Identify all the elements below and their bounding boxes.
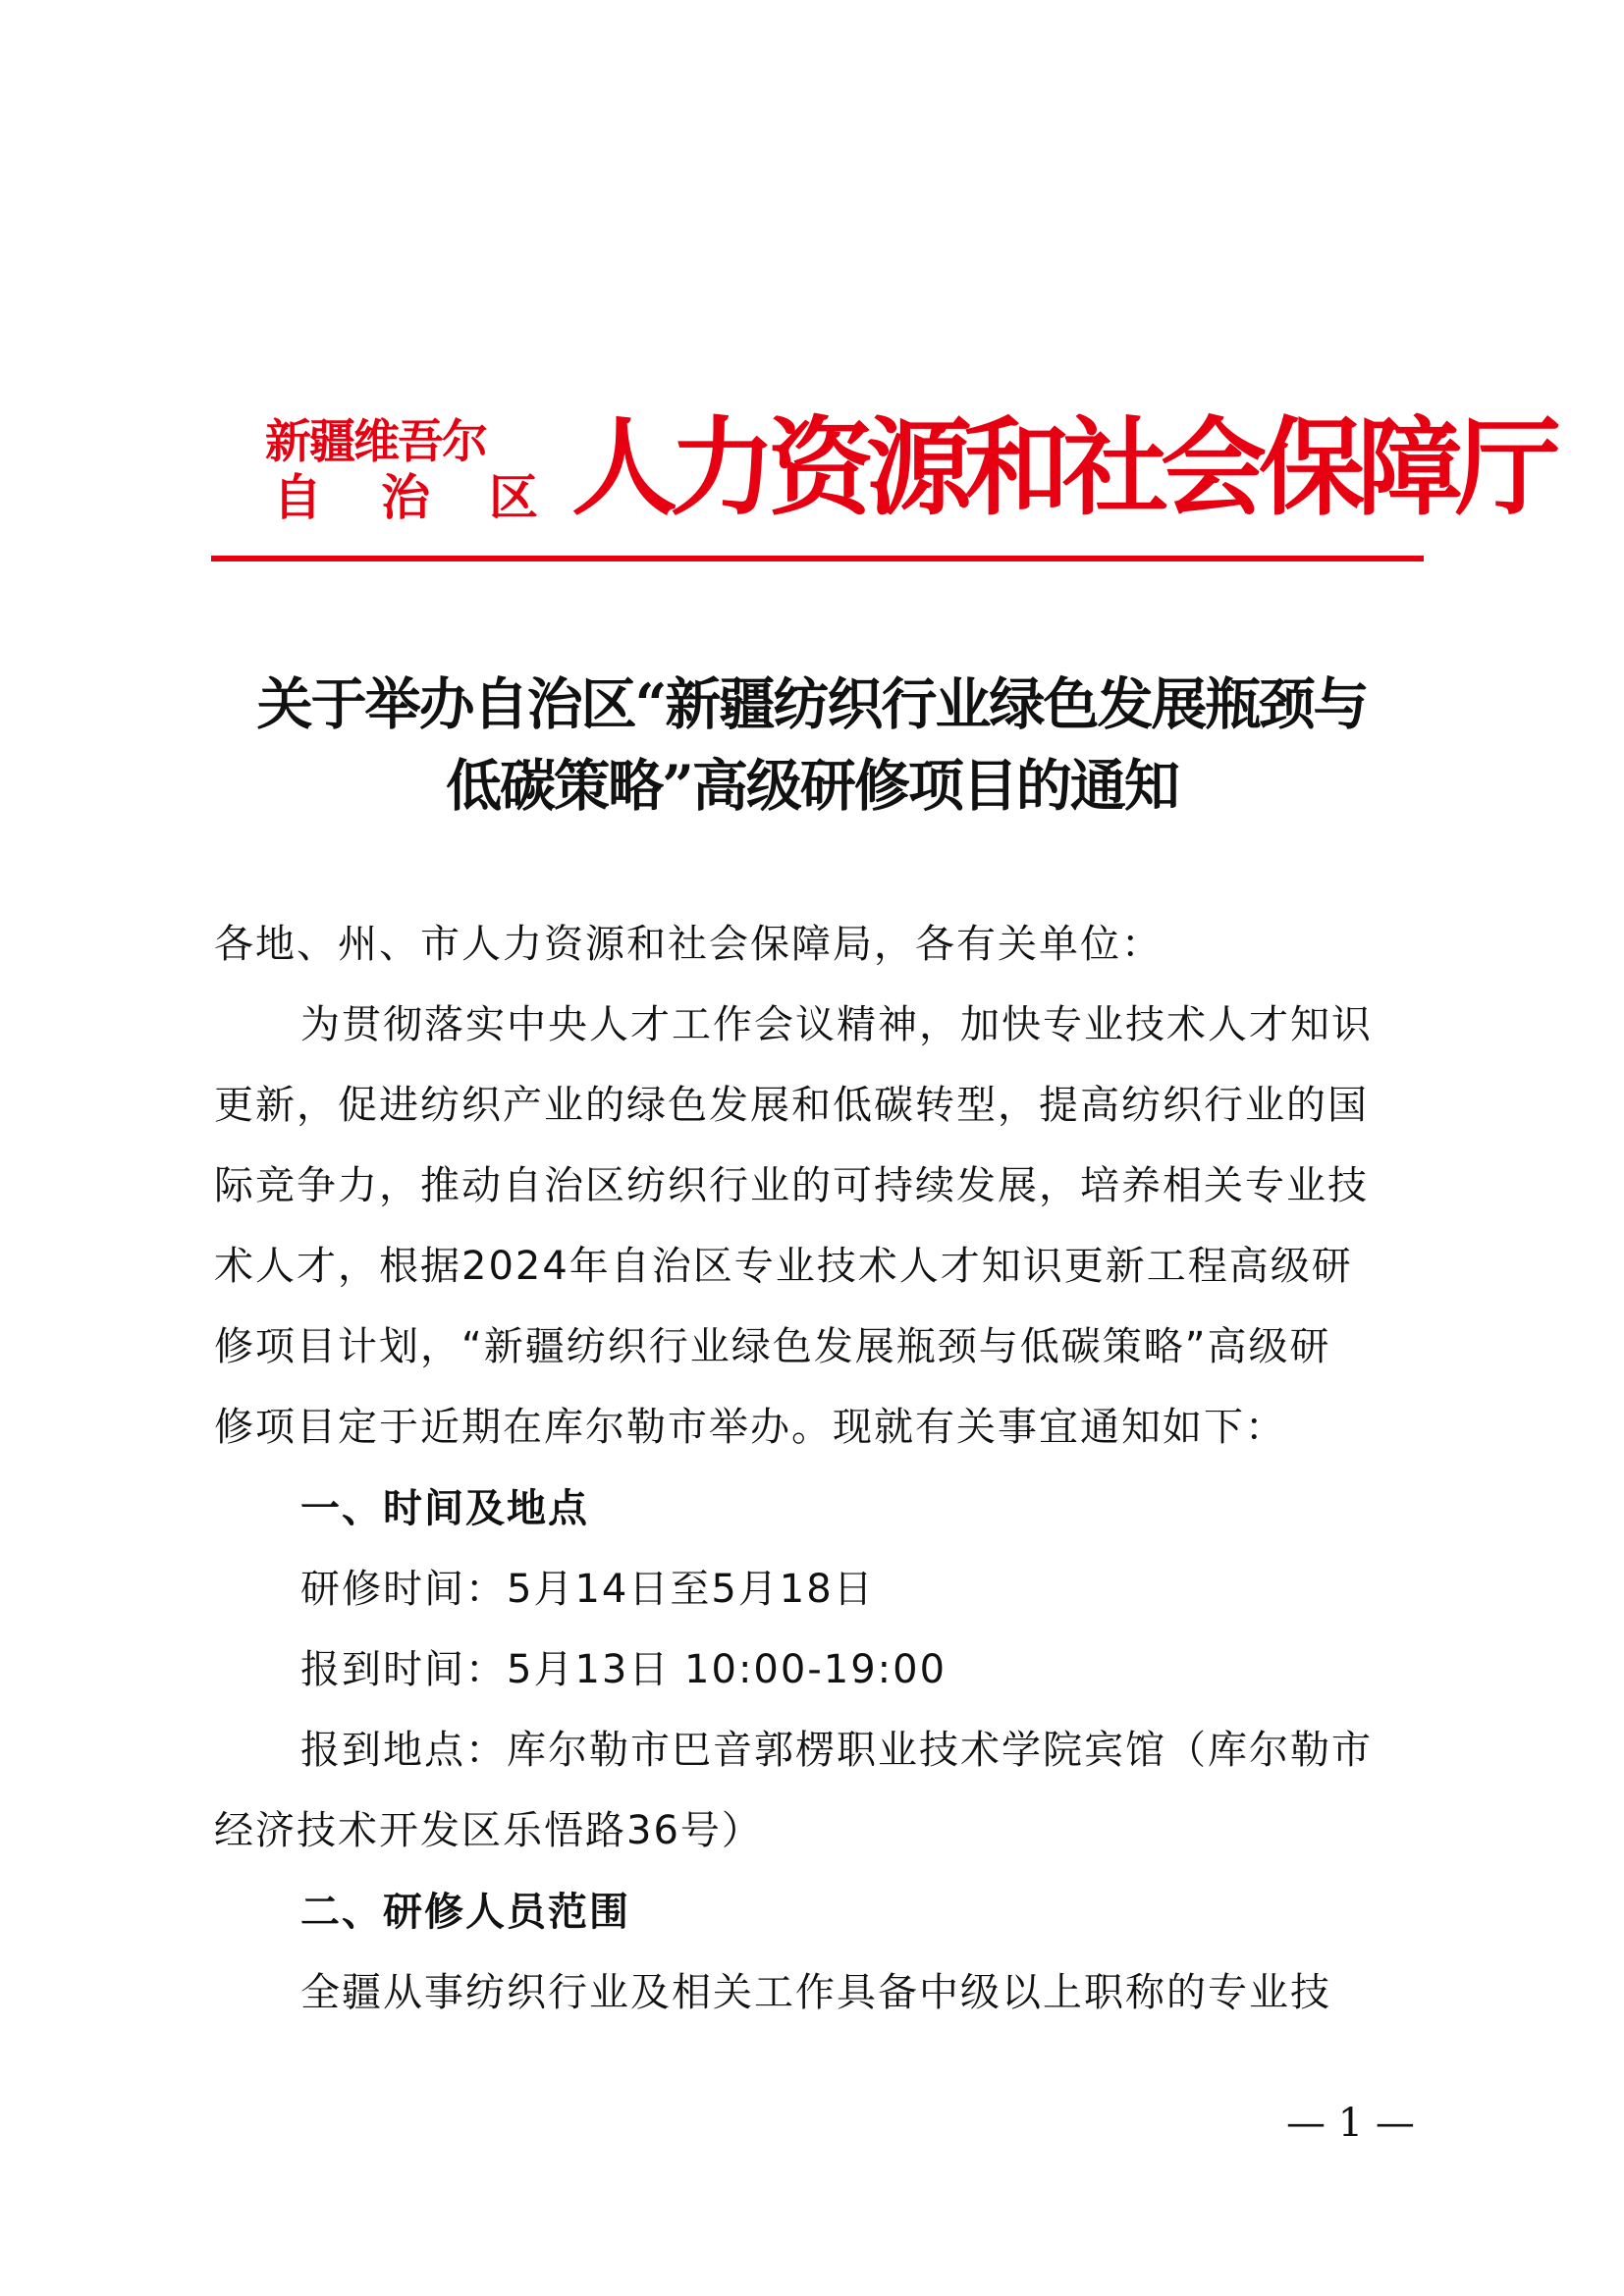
letterhead-region-name [265, 415, 545, 525]
report-place: 报到地点：库尔勒市巴音郭楞职业技术学院宾馆（库尔勒市 [300, 1728, 1373, 1773]
document-title [196, 664, 1428, 827]
intro-line: 修项目定于近期在库尔勒市举办。现就有关事宜通知如下： [214, 1405, 1286, 1450]
page-number: — 1 — [1286, 2101, 1415, 2146]
letterhead-region-char: 治 [381, 468, 430, 526]
letterhead [265, 406, 1554, 535]
section-heading-time-place: 一、时间及地点 [300, 1486, 589, 1531]
intro-line: 术人才，根据2024年自治区专业技术人才知识更新工程高级研 [214, 1244, 1353, 1289]
document-title-line1: 关于举办自治区“新疆纺织行业绿色发展瓶颈与 [256, 671, 1368, 737]
report-time: 报到时间：5月13日 10:00-19:00 [300, 1647, 947, 1692]
intro-line: 际竞争力，推动自治区纺织行业的可持续发展，培养相关专业技 [214, 1163, 1369, 1208]
letterhead-department-name: 人力资源和社会保障厅 [571, 406, 1554, 530]
report-place-continued: 经济技术开发区乐悟路36号） [214, 1808, 763, 1853]
letterhead-region-char: 自 [273, 468, 322, 526]
intro-line: 修项目计划，“新疆纺织行业绿色发展瓶颈与低碳策略”高级研 [214, 1324, 1331, 1369]
intro-line: 为贯彻落实中央人才工作会议精神，加快专业技术人才知识 [300, 1002, 1373, 1047]
letterhead-region-line1: 新疆维吾尔 [265, 415, 486, 469]
letterhead-region-line2 [265, 470, 538, 525]
section-heading-participants: 二、研修人员范围 [300, 1890, 630, 1935]
document-title-line2: 低碳策略”高级研修项目的通知 [446, 753, 1178, 819]
salutation: 各地、州、市人力资源和社会保障局，各有关单位： [214, 922, 1163, 967]
letterhead-region-char: 区 [489, 468, 538, 526]
study-time: 研修时间：5月14日至5月18日 [300, 1567, 875, 1612]
intro-line: 更新，促进纺织产业的绿色发展和低碳转型，提高纺织行业的国 [214, 1083, 1369, 1128]
participants-text: 全疆从事纺织行业及相关工作具备中级以上职称的专业技 [300, 1970, 1331, 2015]
letterhead-red-rule [211, 556, 1424, 561]
